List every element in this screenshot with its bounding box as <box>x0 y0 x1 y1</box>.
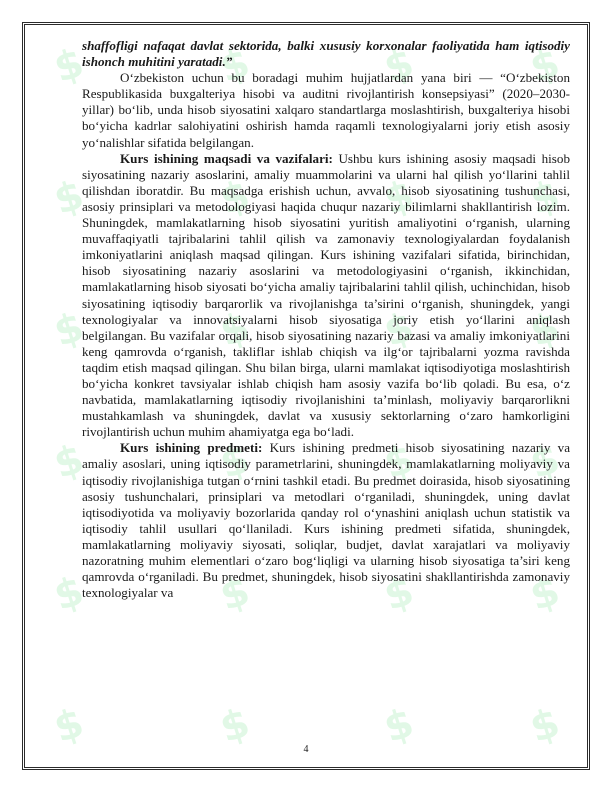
subject-text: Kurs ishining predmeti hisob siyosatining nazariy va amaliy asoslari, uning iqtisodiy parametrlarini, shuningdek, mamlakatlarning moliyaviy va iqtisodiy rivojlanishiga tutgan o‘rnini tashkil etadi. Bu predmet doirasida, hisob siyosatining asosiy tushunchalari, prinsiplari va metodlari o‘rganiladi, shuningdek, uning davlat iqtisodiyotida va moliyaviy bozorlarida qanday rol o‘ynashini aniqlash uchun statistik va iqtisodiy tahlil usullari qo‘llaniladi. Kurs ishining predmeti sifatida, shuningdek, mamlakatlarning moliyaviy siyosati, soliqlar, budjet, davlat xarajatlari va moliyaviy nazoratning muhim elementlari o‘zaro bog‘liqligi va ularning hisob siyosatiga ta’siri keng qamrovda o‘rganiladi. Bu predmet, shuningdek, hisob siyosatini shakllantirishda zamonaviy texnologiyalar va <box>82 440 571 601</box>
watermark-icon: $ <box>378 435 420 489</box>
watermark-icon: $ <box>48 171 90 225</box>
watermark-icon: $ <box>48 435 90 489</box>
watermark-icon: $ <box>48 567 90 621</box>
watermark-icon: $ <box>524 171 566 225</box>
watermark-icon: $ <box>214 39 256 93</box>
subject-heading: Kurs ishining predmeti: <box>120 440 263 456</box>
watermark-icon: $ <box>524 303 566 357</box>
watermark-icon: $ <box>214 435 256 489</box>
watermark-icon: $ <box>378 303 420 357</box>
paragraph-goals <box>82 151 570 441</box>
watermark-icon: $ <box>378 39 420 93</box>
paragraph-subject <box>82 435 571 601</box>
watermark-icon: $ <box>214 171 256 225</box>
watermark-icon: $ <box>524 435 566 489</box>
watermark-left <box>48 0 90 792</box>
watermark-icon: $ <box>378 567 420 621</box>
watermark-icon: $ <box>524 567 566 621</box>
goals-text: Ushbu kurs ishining asosiy maqsadi hisob siyosatining nazariy asoslarini, amaliy muammolarini va ularni hal qilish yo‘llarini tahlil qilishdan iboratdir. Bu maqsadga erishish uchun, avvalo, hisob siyosatining tushunchasi, asosiy prinsiplari va metodologiyasi haqida chuqur nazariy bilimlarni shakllantirish lozim. Shuningdek, mamlakatlarning hisob siyosatini yuritish amaliyotini o‘rganish, ularning muvaffaqiyatli tajribalarini tahlil qilish va zamonaviy texnologiyalardan foydalanish imkoniyatlarini aniqlash maqsad qilingan. Kurs ishining vazifalari sifatida, birinchidan, hisob siyosatining nazariy asoslarini va metodologiyasini o‘rganish, ikkinchidan, mamlakatlarning hisob siyosati bo‘yicha amaliy tajribalarini tahlil qilish, uchinchidan, hisob siyosatining iqtisodiy barqarorlik va rivojlanishga ta’sirini o‘rganish, shuningdek, yangi texnologiyalar va innovatsiyalarni hisob siyosatiga joriy etish yo‘llarini aniqlash belgilangan. Bu vazifalar orqali, hisob siyosatining nazariy bazasi va amaliy imkoniyatlarini keng qamrovda o‘rganish, takliflar ishlab chiqish va ilg‘or tajribalarni yozma ravishda taqdim etish maqsad qilingan. Shu bilan birga, ularni mamlakat iqtisodiyotiga moslashtirish bo‘yicha konkret tavsiyalar ishlab chiqish ham asosiy vazifa bo‘lib qoladi. Bu esa, o‘z navbatida, mamlakatlarning iqtisodiy rivojlanishini ta’minlash, moliyaviy barqarorlikni mustahkamlash va shuningdek, davlat va xususiy sektorlarning o‘zaro hamkorligini rivojlantirish uchun muhim ahamiyatga ega bo‘ladi. <box>82 150 570 440</box>
quote-paragraph: shaffofligi nafaqat davlat sektorida, balki xususiy korxonalar faoliyatida ham iqtisodiy ishonch muhitini yaratadi.” <box>82 38 570 70</box>
paragraph-concept: O‘zbekiston uchun bu boradagi muhim hujjatlardan yana biri — “O‘zbekiston Respublikasida buxgalteriya hisobi va auditni rivojlantirish konsepsiyasi” (2020–2030-yillar) bo‘lib, unda hisob siyosatini xalqaro standartlarga moslashtirish, buxgalteriya hisobi bo‘yicha kadrlar salohiyatini oshirish hamda raqamli texnologiyalarni joriy etish asosiy yo‘nalishlar sifatida belgilangan. <box>82 70 570 150</box>
page-number: 4 <box>303 744 309 755</box>
watermark-icon: $ <box>48 303 90 357</box>
watermark-icon: $ <box>48 699 90 753</box>
watermark-icon: $ <box>214 303 256 357</box>
goals-heading: Kurs ishining maqsadi va vazifalari: <box>120 150 333 166</box>
watermark-icon: $ <box>214 567 256 621</box>
watermark-icon: $ <box>214 699 256 753</box>
watermark-icon: $ <box>48 39 90 93</box>
watermark-icon: $ <box>524 39 566 93</box>
watermark-icon: $ <box>378 699 420 753</box>
document-body <box>82 38 570 601</box>
watermark-icon: $ <box>378 171 420 225</box>
watermark-icon: $ <box>524 699 566 753</box>
